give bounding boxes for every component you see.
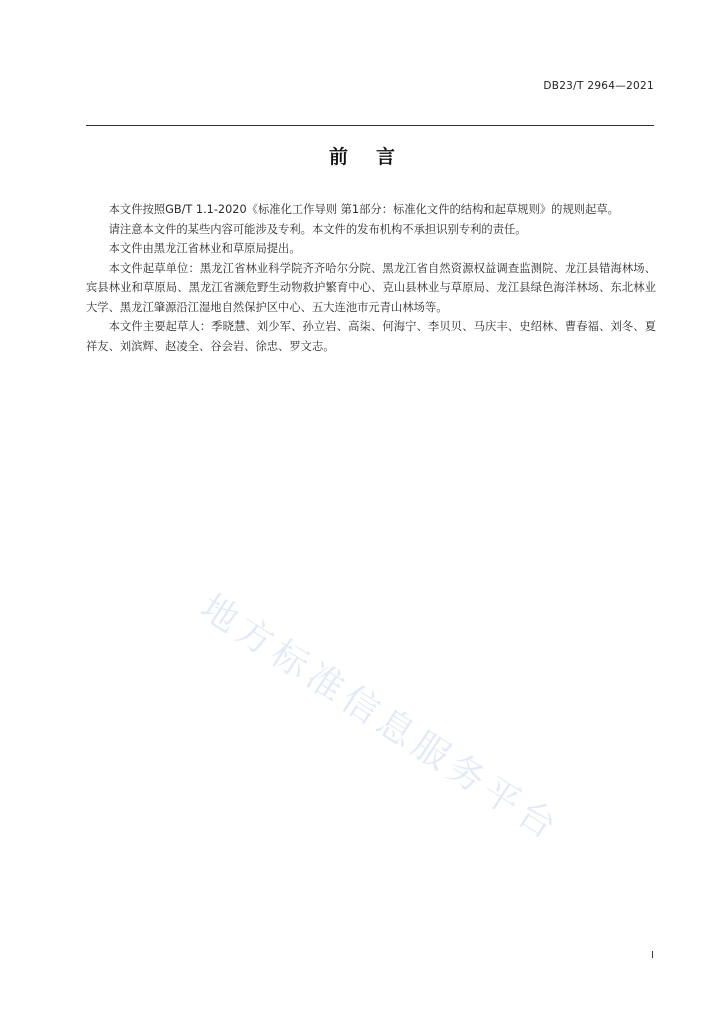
paragraph-proposer: 本文件由黑龙江省林业和草原局提出。 xyxy=(108,242,301,255)
paragraph-drafters: 本文件主要起草人：季晓慧、刘少军、孙立岩、高柒、何海宁、李贝贝、马庆丰、史绍林、曹春福、刘冬、夏祥友、刘滨辉、赵凌全、谷会岩、徐忠、罗文志。 xyxy=(86,320,656,353)
paragraph-drafting-units: 本文件起草单位：黑龙江省林业科学院齐齐哈尔分院、黑龙江省自然资源权益调查监测院、龙江县错海林场、宾县林业和草原局、黑龙江省濒危野生动物救护繁育中心、克山县林业与草原局、龙江县绿色海洋林场、东北林业大学、黑龙江肇源沿江湿地自然保护区中心、五大连池市元青山林场等。 xyxy=(86,261,656,314)
paragraph-patent-notice: 请注意本文件的某些内容可能涉及专利。本文件的发布机构不承担识别专利的责任。 xyxy=(108,222,527,236)
header-divider xyxy=(86,125,654,126)
page-title: 前言 xyxy=(328,146,423,168)
watermark: 地方标准信息服务平台 xyxy=(193,586,568,851)
paragraph-drafting-rules: 本文件按照GB/T 1.1-2020《标准化工作导则 第1部分：标准化文件的结构和起草规则》的规则起草。 xyxy=(108,203,619,216)
document-code: DB23/T 2964—2021 xyxy=(543,80,654,92)
page-number: I xyxy=(651,950,654,961)
foreword-body xyxy=(86,200,656,356)
